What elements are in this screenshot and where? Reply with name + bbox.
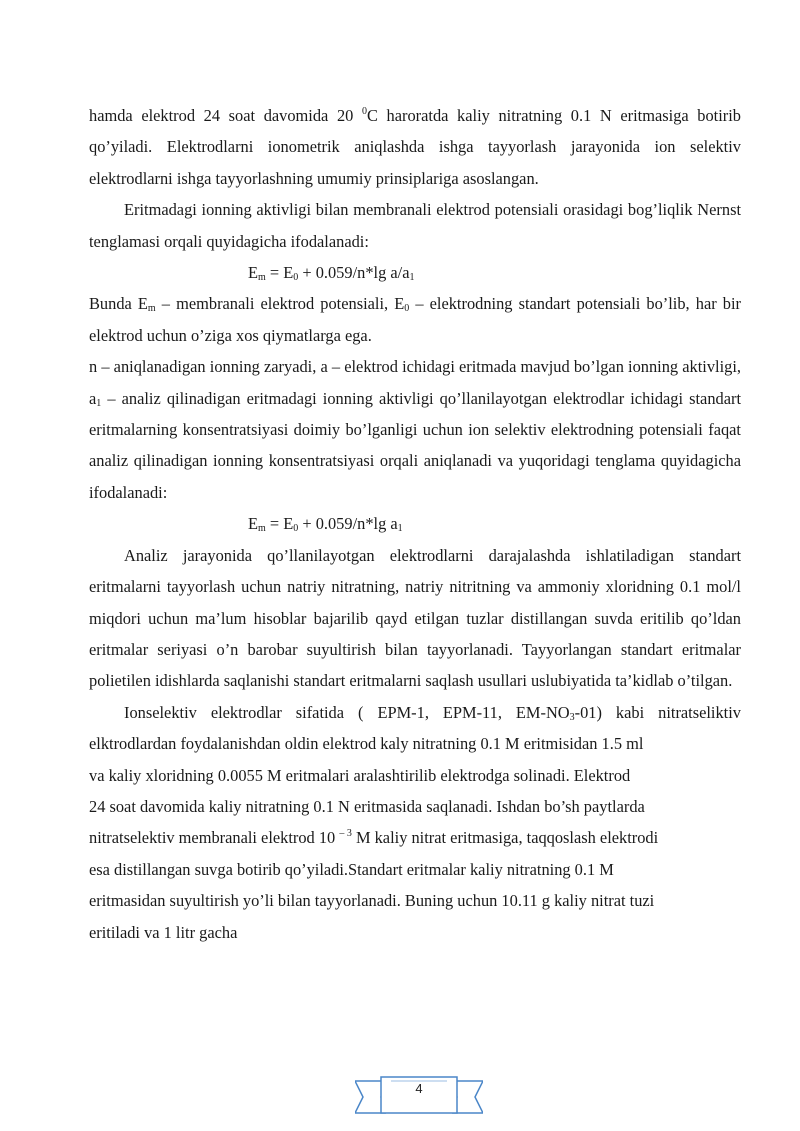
paragraph-4: [89, 351, 741, 508]
subscript: 0: [293, 272, 299, 284]
text-run: -01) kabi nitratseliktiv: [574, 702, 741, 722]
subscript: 1: [96, 397, 102, 409]
paragraph-3: [89, 288, 741, 351]
subscript: m: [147, 303, 156, 315]
equation-2: [89, 508, 741, 539]
paragraph-6-line-7: eritmasidan suyultirish yo’li bilan tayyorlanadi. Buning uchun 10.11 g kaliy nitrat tuzi: [89, 891, 655, 911]
paragraph-6-line-4: 24 soat davomida kaliy nitratning 0.1 N eritmasida saqlanadi. Ishdan bo’sh paytlarda: [89, 796, 645, 816]
text-run: C haroratda kaliy nitratning 0.1 N eritmasiga botirib qo’yiladi. Elektrodlarni ionometrik aniqlashda ishga tayyorlash jarayonida ion selektiv elektrodlarni ishga tayyorlashning umumiy prinsiplariga asoslangan.: [89, 106, 741, 188]
text-run: hamda elektrod 24 soat davomida 20: [89, 106, 362, 125]
text-run: – elektrodning standart potensiali bo’lib, har bir elektrod uchun o’ziga xos qiymatlarga ega.: [89, 294, 741, 345]
paragraph-6-line-5: [89, 822, 741, 853]
paragraph-1: [89, 100, 741, 194]
text-run: Bunda E: [89, 294, 148, 314]
text-run: – membranali elektrod potensiali, E: [155, 294, 405, 314]
eq-part: = E: [265, 514, 294, 534]
subscript: 0: [404, 303, 410, 315]
text-run: M kaliy nitrat eritmasiga, taqqoslash elektrodi: [351, 828, 659, 848]
subscript: 0: [293, 523, 299, 535]
text-run: – analiz qilinadigan eritmadagi ionning aktivligi qo’llanilayotgan elektrodlar ichidagi standart eritmalarning konsentratsiyasi doimiy bo’lganligi uchun ion selektiv elektrodning potensiali faqat analiz qilinadigan ionning konsentratsiyasi orqali aniqlanadi va yuqoridagi tenglama quyidagicha ifodalanadi:: [89, 388, 741, 502]
text-run: n – aniqlanadigan ionning zaryadi, a – elektrod ichidagi eritmada mavjud bo’lgan ionning aktivligi, a: [89, 357, 741, 408]
eq-part: + 0.059/n*lg a: [298, 514, 398, 534]
paragraph-6-line-6: esa distillangan suvga botirib qo’yiladi.Standart eritmalar kaliy nitratning 0.1 M: [89, 859, 614, 879]
subscript: 1: [409, 272, 415, 284]
eq-part: E: [248, 263, 259, 283]
eq-part: + 0.059/n*lg a/a: [298, 263, 410, 283]
superscript: 0: [361, 106, 367, 117]
document-body: [89, 100, 741, 948]
page-footer: [355, 1075, 483, 1119]
superscript: – 3: [339, 828, 352, 840]
subscript: 1: [397, 523, 403, 535]
paragraph-6-line-8: eritiladi va 1 litr gacha: [89, 922, 238, 942]
equation-1: [89, 257, 741, 288]
subscript: m: [258, 523, 266, 535]
subscript: 3: [569, 711, 575, 723]
eq-part: E: [248, 514, 259, 534]
paragraph-6-line-2: elktrodlardan foydalanishdan oldin elektrod kaly nitratning 0.1 M eritmisidan 1.5 ml: [89, 734, 644, 754]
paragraph-6-line-3: va kaliy xloridning 0.0055 M eritmalari aralashtirilib elektrodga solinadi. Elektrod: [89, 765, 631, 785]
paragraph-6-line-1: [89, 697, 741, 728]
subscript: m: [258, 272, 266, 284]
paragraph-2: Eritmadagi ionning aktivligi bilan membranali elektrod potensiali orasidagi bog’liqlik Nernst tenglamasi orqali quyidagicha ifodalanadi:: [89, 200, 741, 251]
page-number: 4: [415, 1081, 423, 1096]
eq-part: = E: [265, 263, 294, 283]
text-run: nitratselektiv membranali elektrod 10: [89, 828, 340, 848]
text-run: Ionselektiv elektrodlar sifatida ( EPM-1, EPM-11, EM-NO: [124, 702, 570, 722]
paragraph-5: Analiz jarayonida qo’llanilayotgan elektrodlarni darajalashda ishlatiladigan standart eritmalarni tayyorlash uchun natriy nitratning, natriy nitritning va ammoniy xloridning 0.1 mol/l miqdori uchun ma’lum hisoblar bajarilib qayd etilgan tuzlar distillangan suvda eritilib qo’ldan eritmalar seriyasi o’n barobar suyultirish bilan tayyorlanadi. Tayyorlangan standart eritmalar polietilen idishlarda saqlanishi standart eritmalarni saqlash usullari uslubiyatida ta’kidlab o’tilgan.: [89, 545, 741, 691]
